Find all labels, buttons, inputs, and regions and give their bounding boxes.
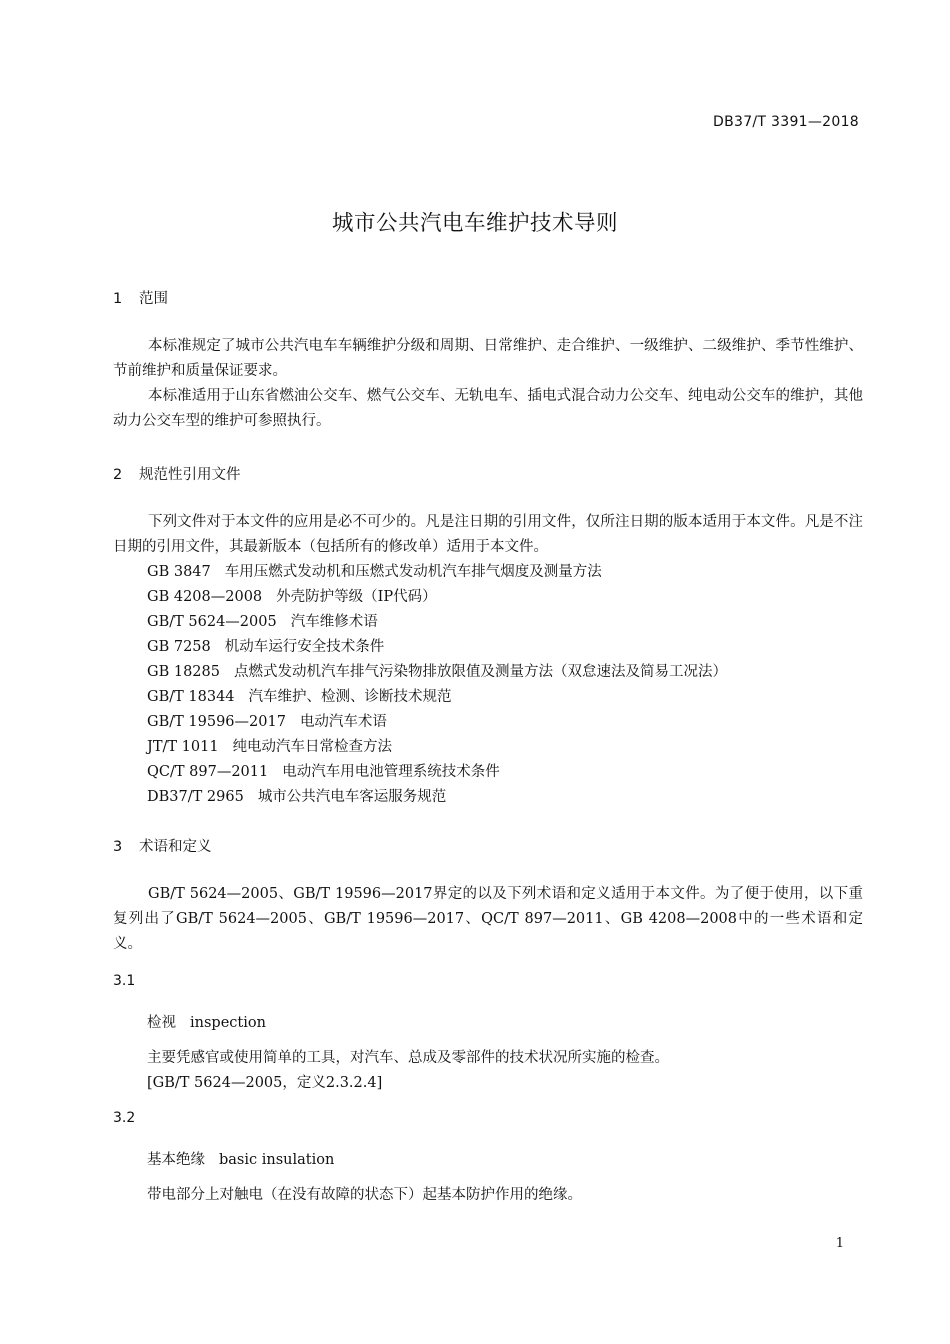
reference-title: 电动汽车用电池管理系统技术条件: [282, 764, 500, 780]
term-chinese: 基本绝缘: [147, 1152, 205, 1168]
reference-item: [147, 560, 727, 585]
reference-title: 汽车维护、检测、诊断技术规范: [248, 689, 452, 705]
section-title: 规范性引用文件: [139, 467, 241, 483]
term-3-1-number: 3.1: [113, 973, 136, 989]
document-title: 城市公共汽电车维护技术导则: [331, 211, 618, 236]
term-3-2-definition: 带电部分上对触电（在没有故障的状态下）起基本防护作用的绝缘。: [147, 1187, 582, 1203]
reference-title: 电动汽车术语: [299, 714, 387, 730]
reference-code: DB37/T 2965: [147, 789, 244, 805]
reference-item: [147, 610, 727, 635]
reference-title: 车用压燃式发动机和压燃式发动机汽车排气烟度及测量方法: [224, 564, 602, 580]
term-3-1-definition: 主要凭感官或使用简单的工具，对汽车、总成及零部件的技术状况所实施的检查。: [147, 1050, 669, 1066]
reference-item: [147, 710, 727, 735]
reference-title: 汽车维修术语: [290, 614, 378, 630]
section-number: 3: [113, 839, 123, 855]
reference-title: 城市公共汽电车客运服务规范: [257, 789, 447, 805]
reference-item: [147, 685, 727, 710]
section-title: 术语和定义: [139, 839, 212, 855]
reference-code: GB 18285: [147, 664, 220, 680]
reference-list: [147, 560, 727, 810]
section-2-paragraph-1: 下列文件对于本文件的应用是必不可少的。凡是注日期的引用文件，仅所注日期的版本适用于本文件。凡是不注日期的引用文件，其最新版本（包括所有的修改单）适用于本文件。: [113, 514, 863, 555]
reference-title: 纯电动汽车日常检查方法: [232, 739, 393, 755]
section-3-paragraph-1: GB/T 5624—2005、GB/T 19596—2017界定的以及下列术语和定义适用于本文件。为了便于使用，以下重复列出了GB/T 5624—2005、GB/T 19596—2017、QC/T 897—2011、GB 4208—2008中的一些术语和定义。: [113, 886, 863, 952]
reference-code: JT/T 1011: [147, 739, 219, 755]
reference-item: [147, 635, 727, 660]
reference-code: GB 7258: [147, 639, 211, 655]
reference-code: GB 4208—2008: [147, 589, 263, 605]
term-3-1: [147, 1011, 266, 1032]
section-1-heading: [113, 287, 168, 308]
section-title: 范围: [139, 291, 168, 307]
section-2-heading: [113, 463, 241, 484]
reference-code: GB/T 5624—2005: [147, 614, 277, 630]
term-chinese: 检视: [147, 1015, 176, 1031]
reference-code: GB/T 19596—2017: [147, 714, 286, 730]
document-code: DB37/T 3391—2018: [713, 114, 859, 130]
reference-title: 机动车运行安全技术条件: [224, 639, 385, 655]
reference-item: [147, 585, 727, 610]
section-number: 1: [113, 291, 123, 307]
section-1-paragraph-2: 本标准适用于山东省燃油公交车、燃气公交车、无轨电车、插电式混合动力公交车、纯电动公交车的维护，其他动力公交车型的维护可参照执行。: [113, 388, 863, 429]
term-english: inspection: [190, 1015, 266, 1031]
reference-code: GB/T 18344: [147, 689, 235, 705]
reference-item: [147, 735, 727, 760]
reference-title: 点燃式发动机汽车排气污染物排放限值及测量方法（双怠速法及简易工况法）: [233, 664, 727, 680]
term-3-1-source: [GB/T 5624—2005，定义2.3.2.4]: [147, 1075, 383, 1091]
section-number: 2: [113, 467, 123, 483]
reference-item: [147, 785, 727, 810]
reference-item: [147, 660, 727, 685]
reference-title: 外壳防护等级（IP代码）: [276, 589, 437, 605]
section-3-heading: [113, 835, 212, 856]
term-3-2: [147, 1148, 334, 1169]
reference-code: GB 3847: [147, 564, 211, 580]
term-english: basic insulation: [219, 1152, 335, 1168]
section-1-paragraph-1: 本标准规定了城市公共汽电车车辆维护分级和周期、日常维护、走合维护、一级维护、二级维护、季节性维护、节前维护和质量保证要求。: [113, 338, 863, 379]
reference-item: [147, 760, 727, 785]
reference-code: QC/T 897—2011: [147, 764, 269, 780]
term-3-2-number: 3.2: [113, 1110, 136, 1126]
page-number: 1: [835, 1236, 844, 1251]
